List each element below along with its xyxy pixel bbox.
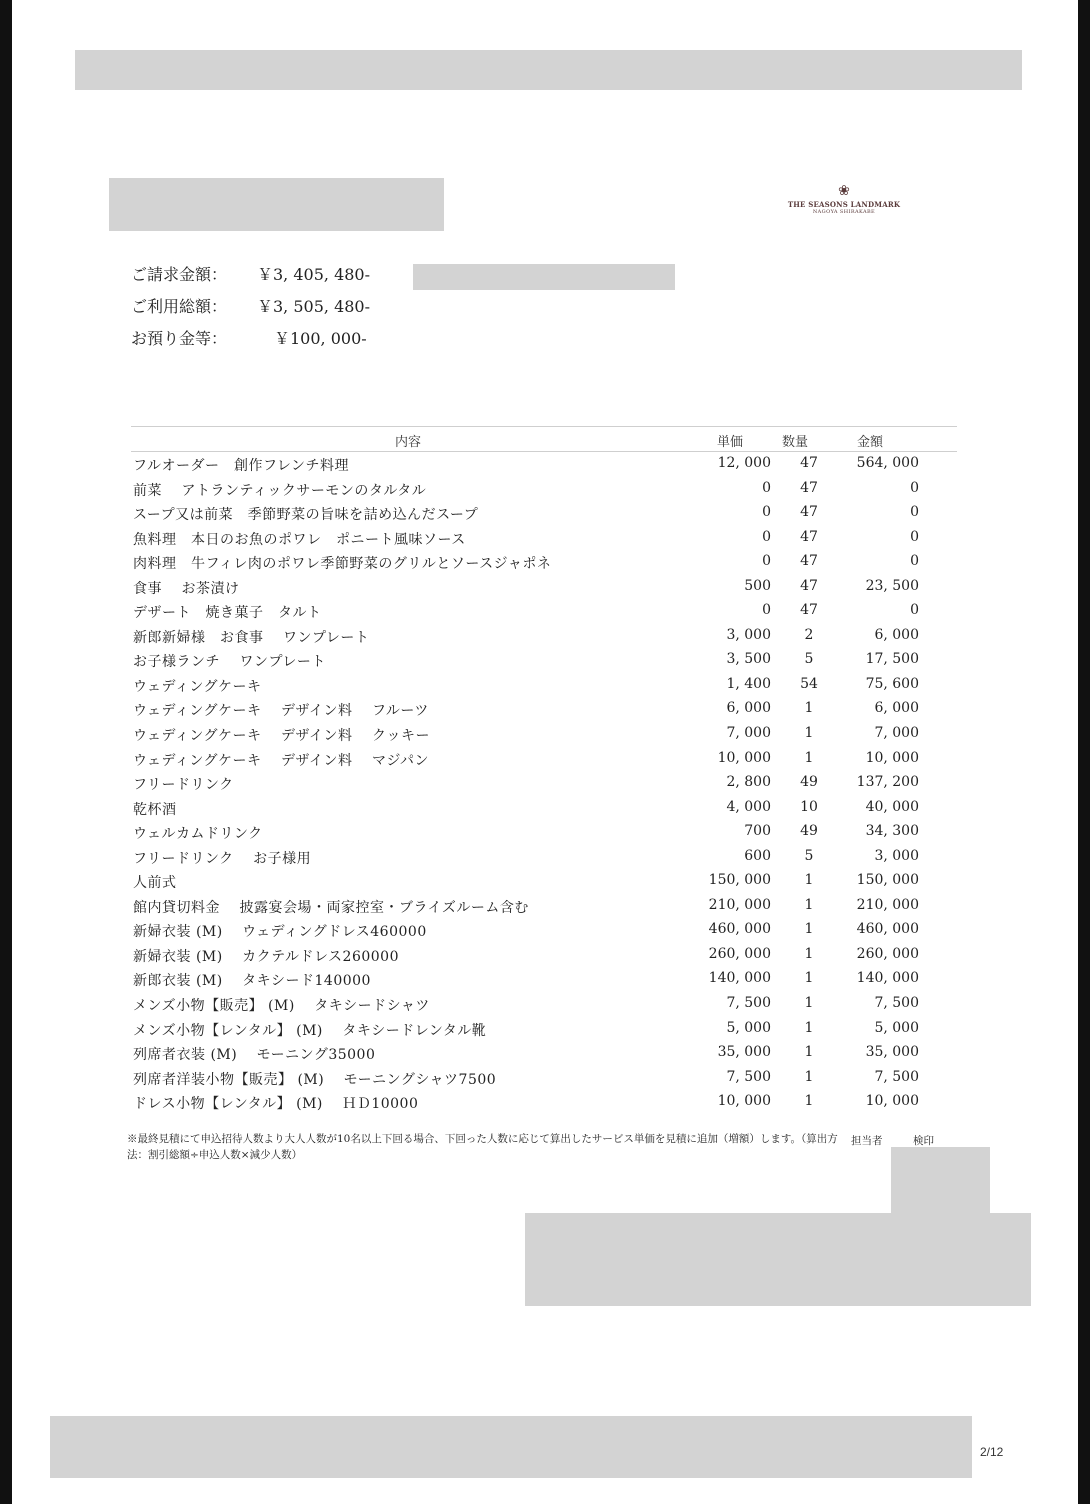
item-description: ウェルカムドリンク [133, 826, 263, 843]
item-description: ウェディングケーキ デザイン料 マジパン [133, 752, 429, 769]
item-amount: 0 [910, 528, 919, 545]
item-unit-price: 260, 000 [708, 945, 771, 962]
item-amount: 75, 600 [865, 675, 919, 692]
redacted-bottom-bar [50, 1416, 972, 1478]
item-amount: 10, 000 [865, 1093, 919, 1110]
item-description: 魚料理 本日のお魚のポワレ ポニート風味ソース [133, 531, 466, 548]
item-quantity: 1 [804, 749, 814, 766]
table-row [131, 992, 957, 1017]
header-quantity: 数量 [782, 435, 809, 450]
item-quantity: 47 [800, 455, 818, 471]
item-quantity: 49 [800, 823, 818, 840]
item-amount: 6, 000 [874, 700, 919, 717]
item-quantity: 1 [804, 1068, 814, 1085]
item-unit-price: 0 [762, 553, 771, 570]
item-unit-price: 150, 000 [708, 872, 771, 889]
logo-name: THE SEASONS LANDMARK [787, 200, 901, 209]
item-amount: 260, 000 [856, 945, 919, 962]
item-quantity: 1 [804, 995, 814, 1012]
redacted-staff-stamp [891, 1147, 990, 1213]
item-description: メンズ小物【レンタル】 (M) タキシードレンタル靴 [133, 1022, 487, 1039]
item-description: ウェディングケーキ デザイン料 フルーツ [133, 703, 429, 720]
item-quantity: 54 [800, 675, 818, 692]
item-quantity: 47 [800, 577, 818, 594]
item-amount: 564, 000 [856, 455, 919, 471]
item-description: デザート 焼き菓子 タルト [133, 605, 322, 622]
summary-value: ￥100, 000- [274, 329, 367, 348]
item-unit-price: 7, 500 [726, 1068, 771, 1085]
item-description: 前菜 アトランティックサーモンのタルタル [133, 482, 427, 499]
item-unit-price: 10, 000 [717, 1093, 771, 1110]
table-row [131, 477, 957, 502]
header-unit-price: 単価 [717, 435, 744, 450]
item-unit-price: 1, 400 [726, 675, 771, 692]
item-quantity: 1 [804, 945, 814, 962]
item-unit-price: 0 [762, 479, 771, 496]
summary-label: ご請求金額： [131, 265, 228, 284]
item-amount: 3, 000 [874, 847, 919, 864]
item-unit-price: 0 [762, 602, 771, 619]
item-quantity: 47 [800, 602, 818, 619]
item-description: 新婦衣装 (M) カクテルドレス260000 [133, 948, 399, 965]
item-unit-price: 0 [762, 504, 771, 521]
item-unit-price: 6, 000 [726, 700, 771, 717]
item-unit-price: 2, 800 [726, 774, 771, 791]
item-amount: 34, 300 [865, 823, 919, 840]
redacted-header-bar [75, 50, 1022, 90]
item-description: ウェディングケーキ デザイン料 クッキー [133, 728, 430, 745]
item-description: 新婦衣装 (M) ウェディングドレス460000 [133, 924, 427, 941]
item-description: フリードリンク お子様用 [133, 850, 312, 867]
item-quantity: 1 [804, 1093, 814, 1110]
item-quantity: 10 [800, 798, 818, 815]
item-description: 新郎新婦様 お食事 ワンプレート [133, 629, 370, 646]
logo-location: NAGOYA SHIRAKABE [812, 209, 876, 215]
item-amount: 0 [910, 602, 919, 619]
item-quantity: 1 [804, 1019, 814, 1036]
pricing-note: ※最終見積にて申込招待人数より大人人数が10名以上下回る場合、下回った人数に応じて算出したサービス単価を見積に追加（増額）します。（算出方法：割引総額÷申込人数×減少人数） [127, 1133, 838, 1161]
item-amount: 23, 500 [865, 577, 919, 594]
item-unit-price: 500 [744, 577, 771, 594]
item-description: 人前式 [133, 875, 177, 892]
item-unit-price: 10, 000 [717, 749, 771, 766]
table-row [131, 771, 957, 796]
item-quantity: 1 [804, 872, 814, 889]
item-quantity: 49 [800, 774, 818, 791]
table-row [131, 722, 957, 747]
table-row [131, 796, 957, 821]
summary-label: お預り金等： [131, 329, 228, 348]
hotel-logo [784, 184, 904, 215]
item-quantity: 47 [800, 479, 818, 496]
item-amount: 0 [910, 479, 919, 496]
item-unit-price: 35, 000 [717, 1044, 771, 1061]
item-description: 食事 お茶漬け [133, 580, 240, 597]
table-row [131, 894, 957, 919]
table-header [131, 426, 957, 452]
item-amount: 10, 000 [865, 749, 919, 766]
item-amount: 0 [910, 504, 919, 521]
item-unit-price: 3, 500 [726, 651, 771, 668]
item-amount: 5, 000 [874, 1019, 919, 1036]
redacted-customer-name [109, 178, 444, 231]
redacted-footer-block [525, 1213, 1031, 1306]
table-row [131, 1041, 957, 1066]
item-quantity: 1 [804, 700, 814, 717]
table-row [131, 599, 957, 624]
item-quantity: 5 [804, 847, 814, 864]
item-unit-price: 3, 000 [726, 626, 771, 643]
item-unit-price: 7, 000 [726, 725, 771, 742]
item-quantity: 1 [804, 725, 814, 742]
item-amount: 17, 500 [865, 651, 919, 668]
table-row [131, 648, 957, 673]
item-amount: 210, 000 [856, 896, 919, 913]
item-unit-price: 5, 000 [726, 1019, 771, 1036]
table-row [131, 747, 957, 772]
table-body [131, 452, 957, 1115]
item-description: 館内貸切料金 披露宴会場・両家控室・ブライズルーム含む [133, 899, 529, 916]
item-unit-price: 0 [762, 528, 771, 545]
item-amount: 460, 000 [856, 921, 919, 938]
table-row [131, 624, 957, 649]
table-row [131, 550, 957, 575]
item-description: お子様ランチ ワンプレート [133, 654, 326, 671]
table-row [131, 697, 957, 722]
redacted-summary-note [413, 264, 675, 290]
header-description: 内容 [395, 435, 422, 450]
summary-value: ￥3, 405, 480- [257, 265, 371, 284]
item-description: スープ又は前菜 季節野菜の旨味を詰め込んだスープ [133, 507, 479, 524]
item-amount: 35, 000 [865, 1044, 919, 1061]
approval-stamp-label: 検印 [913, 1135, 934, 1147]
item-quantity: 5 [804, 651, 814, 668]
item-description: 新郎衣装 (M) タキシード140000 [133, 973, 371, 990]
table-row [131, 845, 957, 870]
item-description: ウェディングケーキ [133, 678, 262, 695]
item-quantity: 47 [800, 553, 818, 570]
staff-label: 担当者 [851, 1135, 883, 1147]
item-unit-price: 700 [744, 823, 771, 840]
item-amount: 150, 000 [856, 872, 919, 889]
item-quantity: 47 [800, 504, 818, 521]
table-row [131, 869, 957, 894]
table-row [131, 501, 957, 526]
item-quantity: 2 [804, 626, 814, 643]
logo-flower-icon: ❀ [838, 183, 850, 199]
summary-value: ￥3, 505, 480- [257, 297, 371, 316]
summary-label: ご利用総額： [131, 297, 228, 316]
table-row [131, 575, 957, 600]
item-unit-price: 4, 000 [726, 798, 771, 815]
page-number: 2/12 [980, 1445, 1004, 1459]
item-unit-price: 12, 000 [717, 455, 771, 471]
header-amount: 金額 [857, 435, 884, 450]
item-amount: 7, 000 [874, 725, 919, 742]
item-quantity: 47 [800, 528, 818, 545]
item-description: メンズ小物【販売】 (M) タキシードシャツ [133, 998, 430, 1015]
item-description: 乾杯酒 [133, 801, 177, 818]
item-amount: 140, 000 [856, 970, 919, 987]
table-row [131, 918, 957, 943]
item-amount: 7, 500 [874, 1068, 919, 1085]
item-unit-price: 7, 500 [726, 995, 771, 1012]
item-quantity: 1 [804, 970, 814, 987]
item-unit-price: 210, 000 [708, 896, 771, 913]
item-quantity: 1 [804, 1044, 814, 1061]
item-amount: 6, 000 [874, 626, 919, 643]
table-row [131, 967, 957, 992]
item-amount: 0 [910, 553, 919, 570]
invoice-page [12, 0, 1078, 1504]
item-quantity: 1 [804, 921, 814, 938]
table-row [131, 943, 957, 968]
table-row [131, 673, 957, 698]
table-row [131, 526, 957, 551]
table-row [131, 1066, 957, 1091]
table-row [131, 820, 957, 845]
item-amount: 40, 000 [865, 798, 919, 815]
item-description: 列席者洋装小物【販売】 (M) モーニングシャツ7500 [133, 1071, 497, 1088]
item-quantity: 1 [804, 896, 814, 913]
item-unit-price: 140, 000 [708, 970, 771, 987]
table-row [131, 1090, 957, 1115]
table-row [131, 452, 957, 477]
line-items-table [131, 426, 957, 1115]
table-row [131, 1017, 957, 1042]
item-unit-price: 460, 000 [708, 921, 771, 938]
item-description: フルオーダー 創作フレンチ料理 [133, 458, 350, 474]
item-description: ドレス小物【レンタル】 (M) ＨＤ10000 [133, 1096, 419, 1113]
item-amount: 7, 500 [874, 995, 919, 1012]
item-description: フリードリンク [133, 777, 234, 794]
item-description: 列席者衣装 (M) モーニング35000 [133, 1047, 376, 1064]
item-amount: 137, 200 [856, 774, 919, 791]
item-description: 肉料理 牛フィレ肉のポワレ季節野菜のグリルとソースジャポネ [133, 556, 552, 573]
item-unit-price: 600 [744, 847, 771, 864]
